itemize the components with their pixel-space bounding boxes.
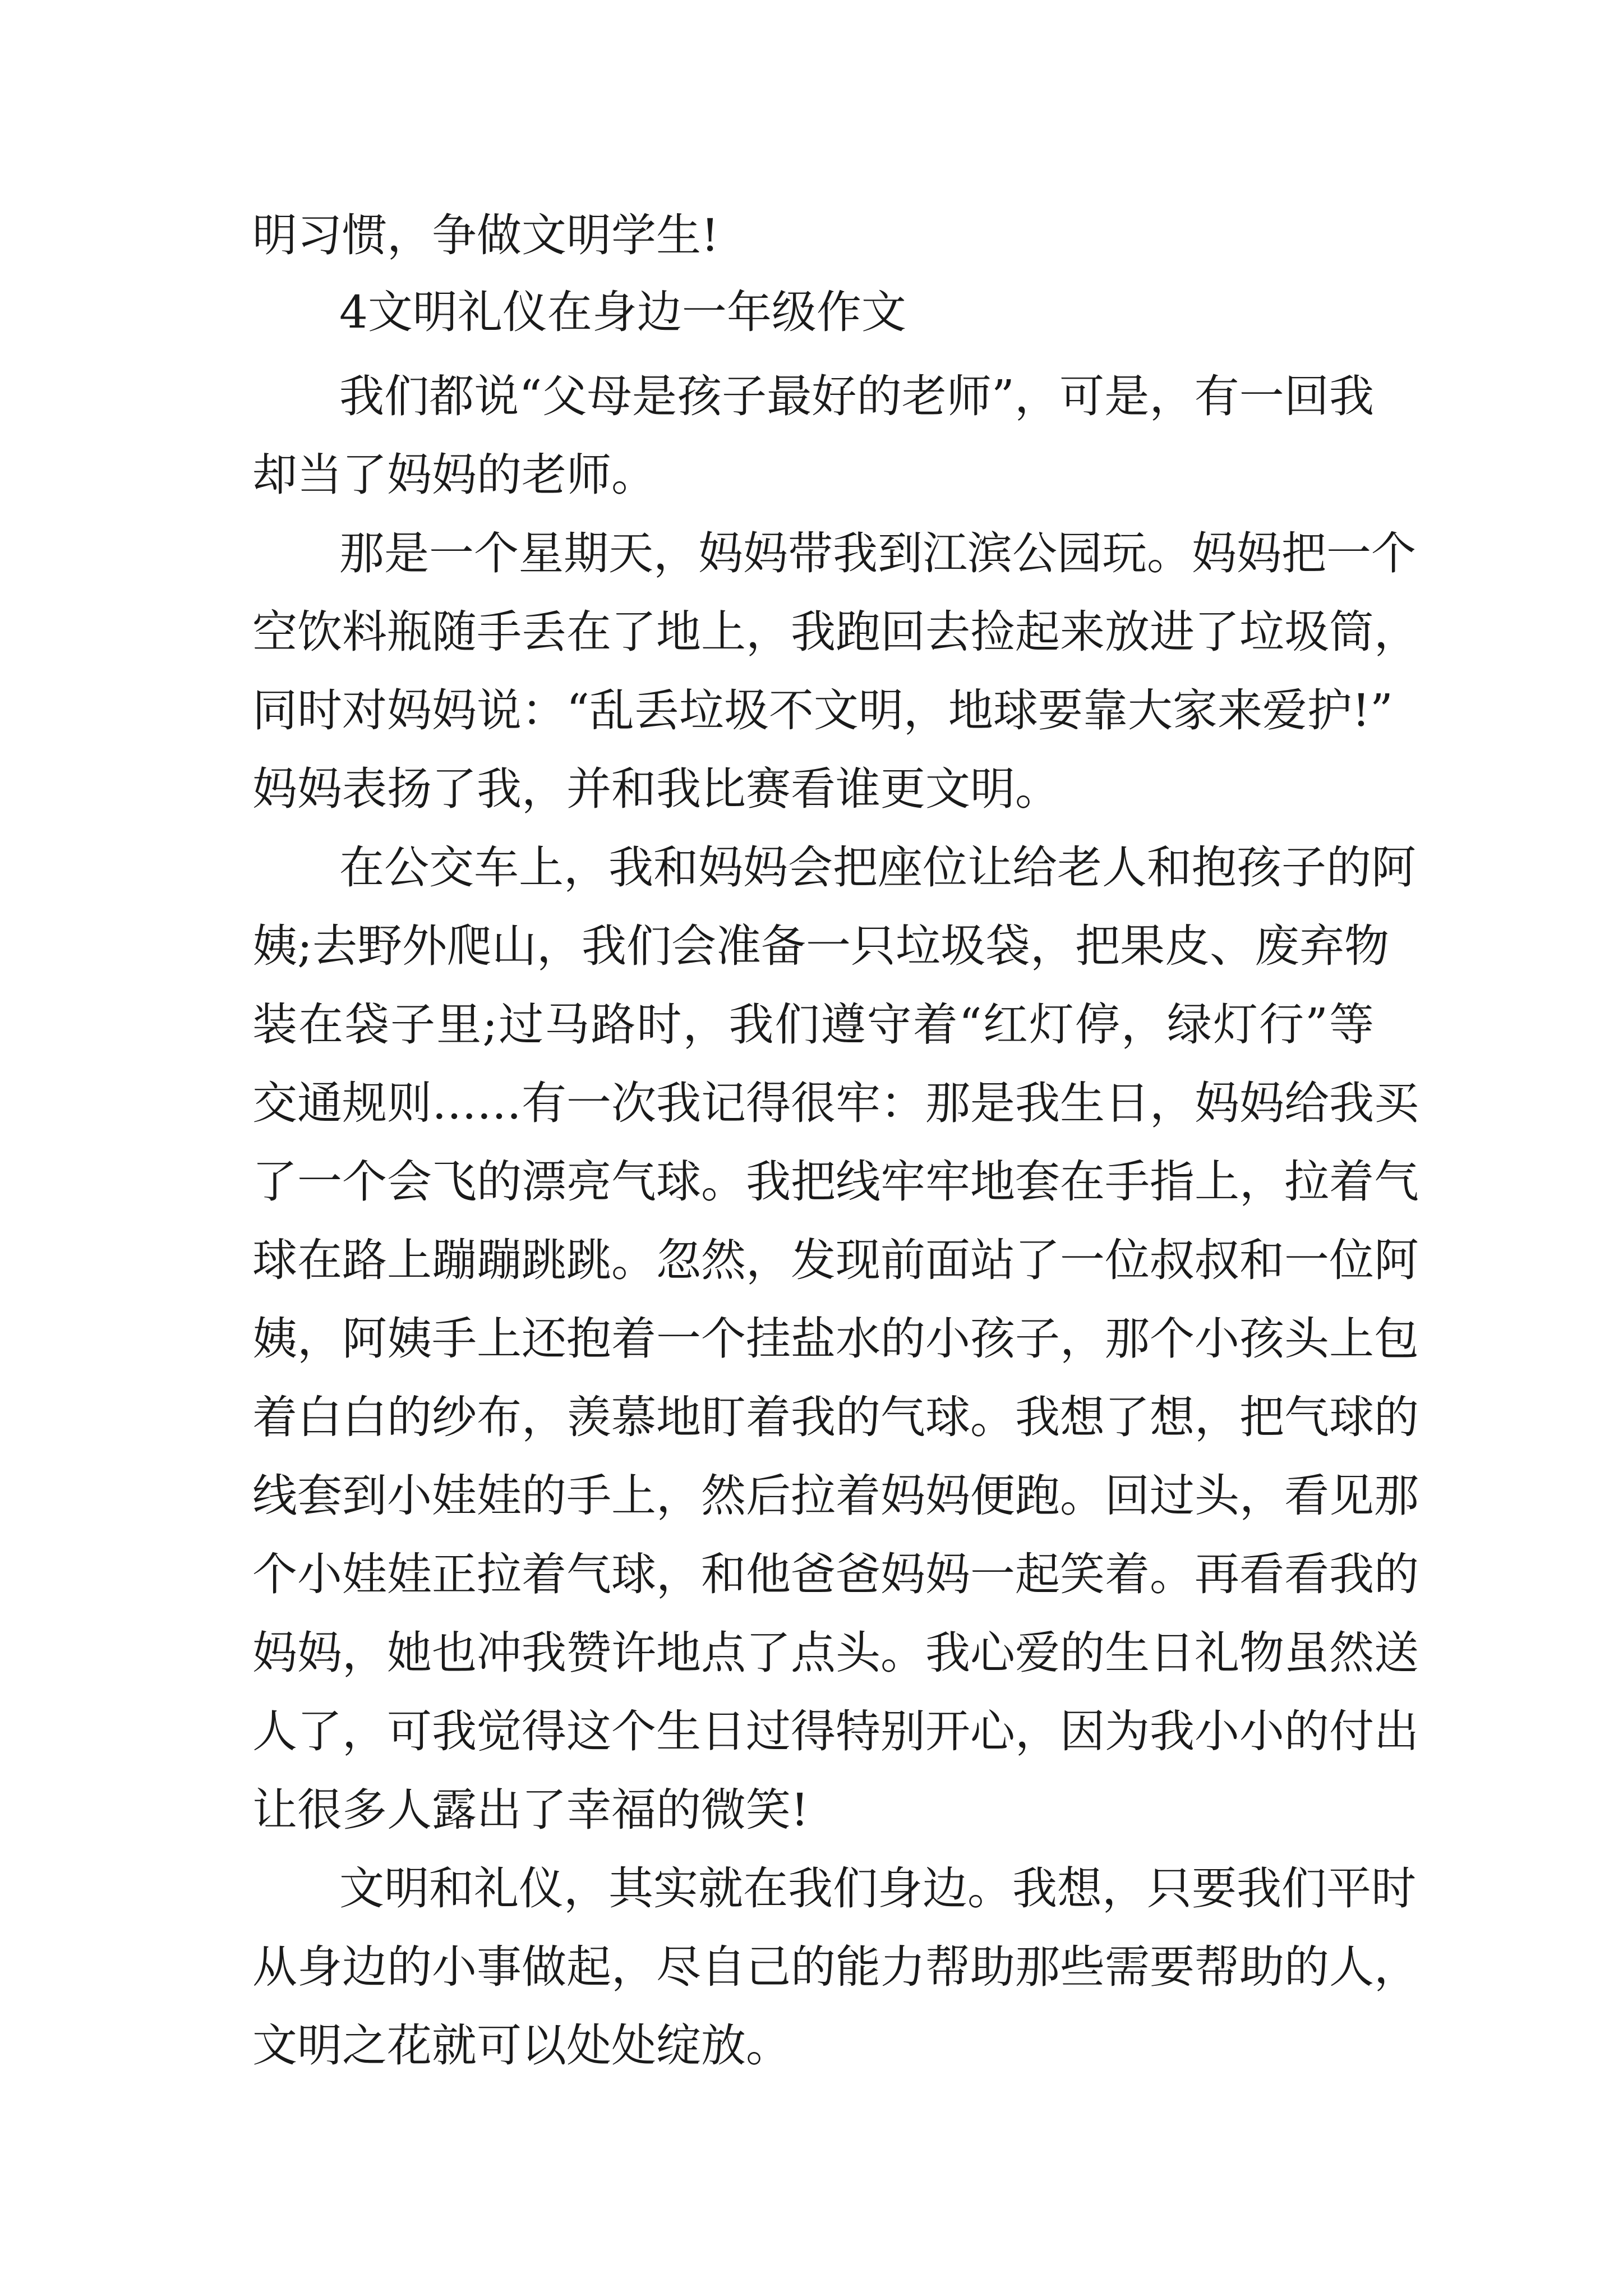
text-line: 文明和礼仪，其实就在我们身边。我想，只要我们平时	[339, 1862, 1416, 1915]
text-line: 我们都说“父母是孩子最好的老师”，可是，有一回我	[339, 370, 1374, 422]
text-line: 同时对妈妈说：“乱丢垃圾不文明，地球要靠大家来爱护!”	[252, 684, 1393, 737]
text-line: 了一个会飞的漂亮气球。我把线牢牢地套在手指上，拉着气	[252, 1156, 1419, 1208]
text-line: 文明之花就可以处处绽放。	[252, 2019, 791, 2072]
text-line: 交通规则……有一次我记得很牢：那是我生日，妈妈给我买	[252, 1077, 1419, 1129]
text-line: 妈妈，她也冲我赞许地点了点头。我心爱的生日礼物虽然送	[252, 1627, 1419, 1679]
text-line: 妈妈表扬了我，并和我比赛看谁更文明。	[252, 763, 1060, 815]
text-line: 人了，可我觉得这个生日过得特别开心，因为我小小的付出	[252, 1705, 1419, 1757]
text-line: 在公交车上，我和妈妈会把座位让给老人和抱孩子的阿	[339, 841, 1416, 894]
text-line: 那是一个星期天，妈妈带我到江滨公园玩。妈妈把一个	[339, 527, 1416, 579]
text-line: 让很多人露出了幸福的微笑!	[252, 1784, 809, 1836]
text-line: 球在路上蹦蹦跳跳。忽然，发现前面站了一位叔叔和一位阿	[252, 1234, 1419, 1286]
text-line: 姨，阿姨手上还抱着一个挂盐水的小孩子，那个小孩头上包	[252, 1313, 1419, 1365]
text-line: 却当了妈妈的老师。	[252, 449, 656, 501]
text-line: 明习惯，争做文明学生!	[252, 209, 720, 261]
text-line: 装在袋子里;过马路时，我们遵守着“红灯停，绿灯行”等	[252, 999, 1374, 1051]
text-line: 线套到小娃娃的手上，然后拉着妈妈便跑。回过头，看见那	[252, 1470, 1419, 1522]
text-line: 姨;去野外爬山，我们会准备一只垃圾袋，把果皮、废弃物	[252, 920, 1389, 972]
text-line: 着白白的纱布，羡慕地盯着我的气球。我想了想，把气球的	[252, 1391, 1419, 1443]
text-line: 从身边的小事做起，尽自己的能力帮助那些需要帮助的人，	[252, 1941, 1419, 1993]
text-line: 空饮料瓶随手丢在了地上，我跑回去捡起来放进了垃圾筒，	[252, 606, 1419, 658]
text-line: 个小娃娃正拉着气球，和他爸爸妈妈一起笑着。再看看我的	[252, 1548, 1419, 1600]
section-heading: 4文明礼仪在身边一年级作文	[339, 286, 906, 338]
